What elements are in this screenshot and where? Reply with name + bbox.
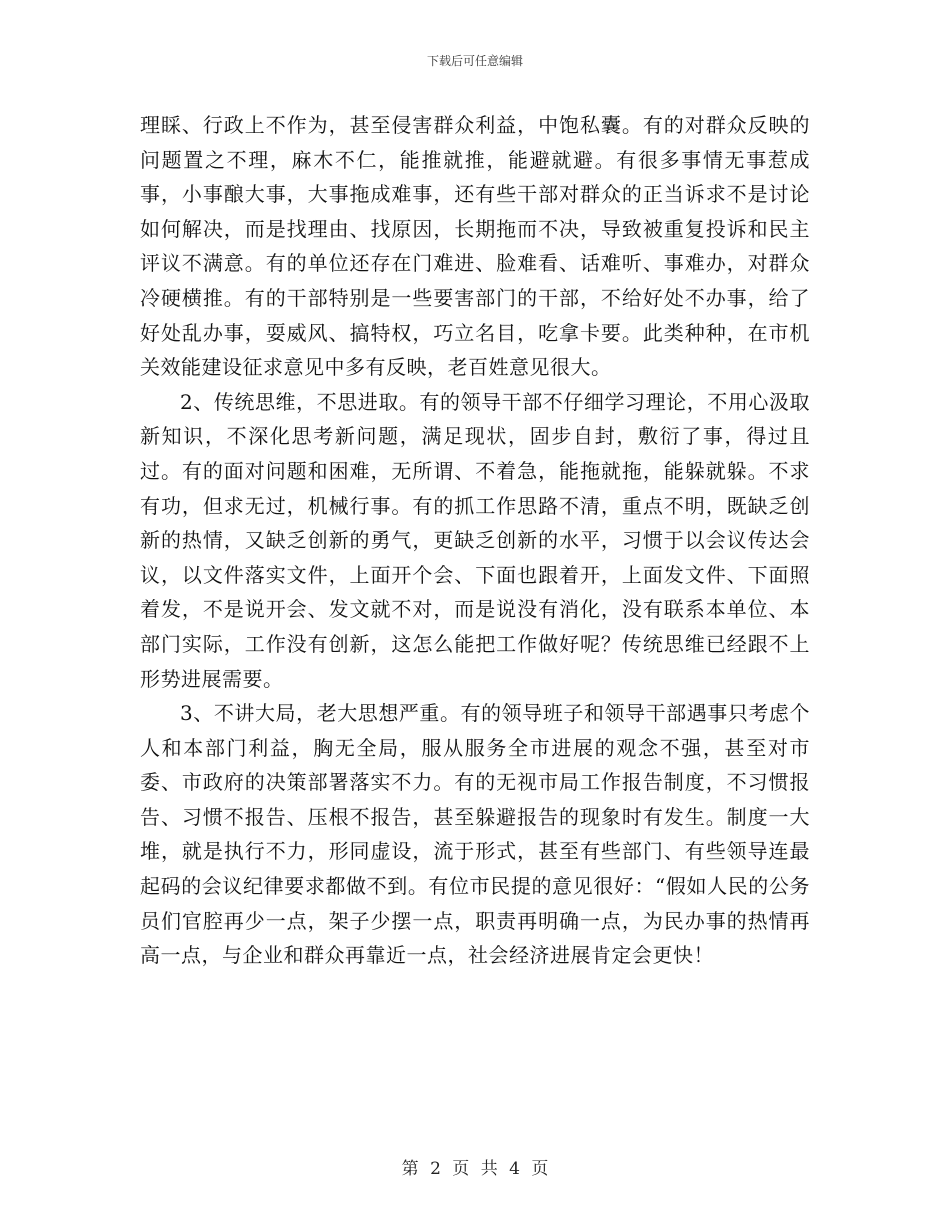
paragraph-continuation: 理睬、行政上不作为，甚至侵害群众利益，中饱私囊。有的对群众反映的问题置之不理，麻木不仁，能推就推，能避就避。有很多事情无事惹成事，小事酿大事，大事拖成难事，还有些干部对群众的正当诉求不是讨论如何解决，而是找理由、找原因，长期拖而不决，导致被重复投诉和民主评议不满意。有的单位还存在门难进、脸难看、话难听、事难办，对群众冷硬横推。有的干部特别是一些要害部门的干部，不给好处不办事，给了好处乱办事，耍威风、搞特权，巧立名目，吃拿卡要。此类种种，在市机关效能建设征求意见中多有反映，老百姓意见很大。 <box>140 113 810 380</box>
page-number-footer: 第 2 页 共 4 页 <box>401 1159 549 1179</box>
document-body <box>140 108 810 973</box>
paragraph-traditional-thinking: 2、传统思维，不思进取。有的领导干部不仔细学习理论，不用心汲取新知识，不深化思考新问题，满足现状，固步自封，敷衍了事，得过且过。有的面对问题和困难，无所谓、不着急，能拖就拖，能躲就躲。不求有功，但求无过，机械行事。有的抓工作思路不清，重点不明，既缺乏创新的热情，又缺乏创新的勇气，更缺乏创新的水平，习惯于以会议传达会议，以文件落实文件，上面开个会、下面也跟着开，上面发文件、下面照着发，不是说开会、发文就不对，而是说没有消化，没有联系本单位、本部门实际，工作没有创新，这怎么能把工作做好呢？传统思维已经跟不上形势进展需要。 <box>140 389 810 691</box>
page-header: 下载后可任意编辑 <box>426 54 523 68</box>
paragraph-overall-situation: 3、不讲大局，老大思想严重。有的领导班子和领导干部遇事只考虑个人和本部门利益，胸无全局，服从服务全市进展的观念不强，甚至对市委、市政府的决策部署落实不力。有的无视市局工作报告制度，不习惯报告、习惯不报告、压根不报告，甚至躲避报告的现象时有发生。制度一大堆，就是执行不力，形同虚设，流于形式，甚至有些部门、有些领导连最起码的会议纪律要求都做不到。有位市民提的意见很好：“假如人民的公务员们官腔再少一点，架子少摆一点，职责再明确一点，为民办事的热情再高一点，与企业和群众再靠近一点，社会经济进展肯定会更快！ <box>140 701 810 968</box>
